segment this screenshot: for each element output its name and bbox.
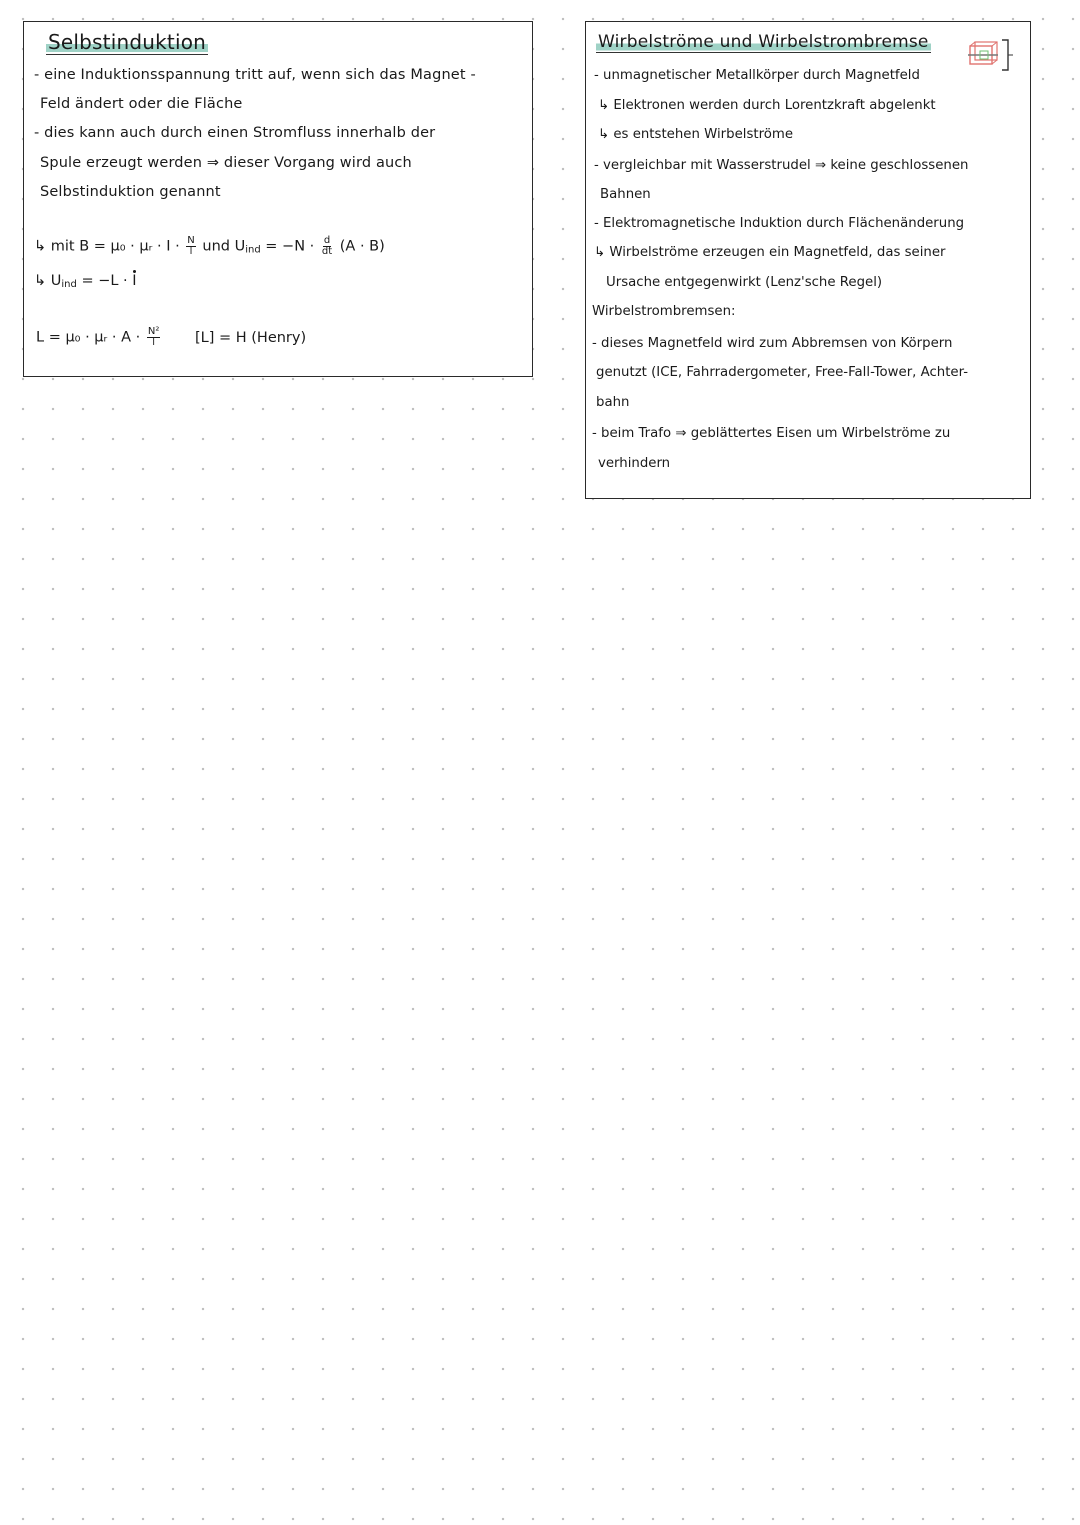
title-text: Selbstinduktion xyxy=(48,30,207,54)
text-line: Ursache entgegenwirkt (Lenz'sche Regel) xyxy=(606,275,883,290)
formula-text: = −N · xyxy=(265,238,315,255)
eddy-current-brake-icon xyxy=(966,36,1014,74)
subscript: ind xyxy=(245,244,261,256)
section-heading: Wirbelstrombremsen: xyxy=(592,304,736,319)
text-line: Selbstinduktion genannt xyxy=(40,184,221,200)
text-line: - Elektromagnetische Induktion durch Flächenänderung xyxy=(594,216,965,231)
text-line: Bahnen xyxy=(600,187,651,202)
text-line: Feld ändert oder die Fläche xyxy=(40,96,243,112)
text-line: - dieses Magnetfeld wird zum Abbremsen von Körpern xyxy=(592,336,953,351)
title-text: Wirbelströme und Wirbelstrombremse xyxy=(598,32,929,52)
fraction: $\frac{N}{l}$ xyxy=(187,235,195,257)
formula-text: (A · B) xyxy=(339,238,385,255)
formula-text: L = μ₀ · μᵣ · A · xyxy=(36,329,141,346)
formula-magnetic-field xyxy=(34,236,385,257)
formula-text: und U xyxy=(202,238,246,255)
text-line: - vergleichbar mit Wasserstrudel ⇒ keine geschlossenen xyxy=(594,158,969,173)
text-line: bahn xyxy=(596,395,630,410)
fraction: $\frac{\text{N²}}{l}$ xyxy=(147,326,160,348)
subscript: ind xyxy=(61,279,77,290)
unit-text: [L] = H (Henry) xyxy=(194,329,307,346)
text-line: - eine Induktionsspannung tritt auf, wenn sich das Magnet - xyxy=(34,67,476,83)
card-title xyxy=(46,30,208,55)
selbstinduktion-card xyxy=(23,21,533,377)
fraction: $\frac{d}{dt}$ xyxy=(321,235,333,257)
text-line: - beim Trafo ⇒ geblättertes Eisen um Wirbelströme zu xyxy=(592,426,951,441)
wirbelstroeme-card xyxy=(585,21,1031,499)
formula-induced-voltage xyxy=(34,273,137,290)
text-line: ↳ Wirbelströme erzeugen ein Magnetfeld, das seiner xyxy=(594,245,946,260)
dotted-variable: I xyxy=(132,273,137,289)
text-line: ↳ Elektronen werden durch Lorentzkraft abgelenkt xyxy=(598,98,936,113)
formula-text: ↳ mit B = μ₀ · μᵣ · I · xyxy=(34,238,180,255)
text-line: ↳ es entstehen Wirbelströme xyxy=(598,127,794,142)
text-line: Spule erzeugt werden ⇒ dieser Vorgang wird auch xyxy=(40,155,412,171)
text-line: genutzt (ICE, Fahrradergometer, Free-Fall-Tower, Achter- xyxy=(596,365,969,380)
formula-text: ↳ U xyxy=(34,273,62,289)
card-title xyxy=(596,32,931,53)
formula-inductance xyxy=(36,327,306,348)
text-line: - dies kann auch durch einen Stromfluss innerhalb der xyxy=(34,125,436,141)
formula-text: = −L · xyxy=(81,273,128,289)
text-line: verhindern xyxy=(598,456,671,471)
text-line: - unmagnetischer Metallkörper durch Magnetfeld xyxy=(594,68,920,83)
